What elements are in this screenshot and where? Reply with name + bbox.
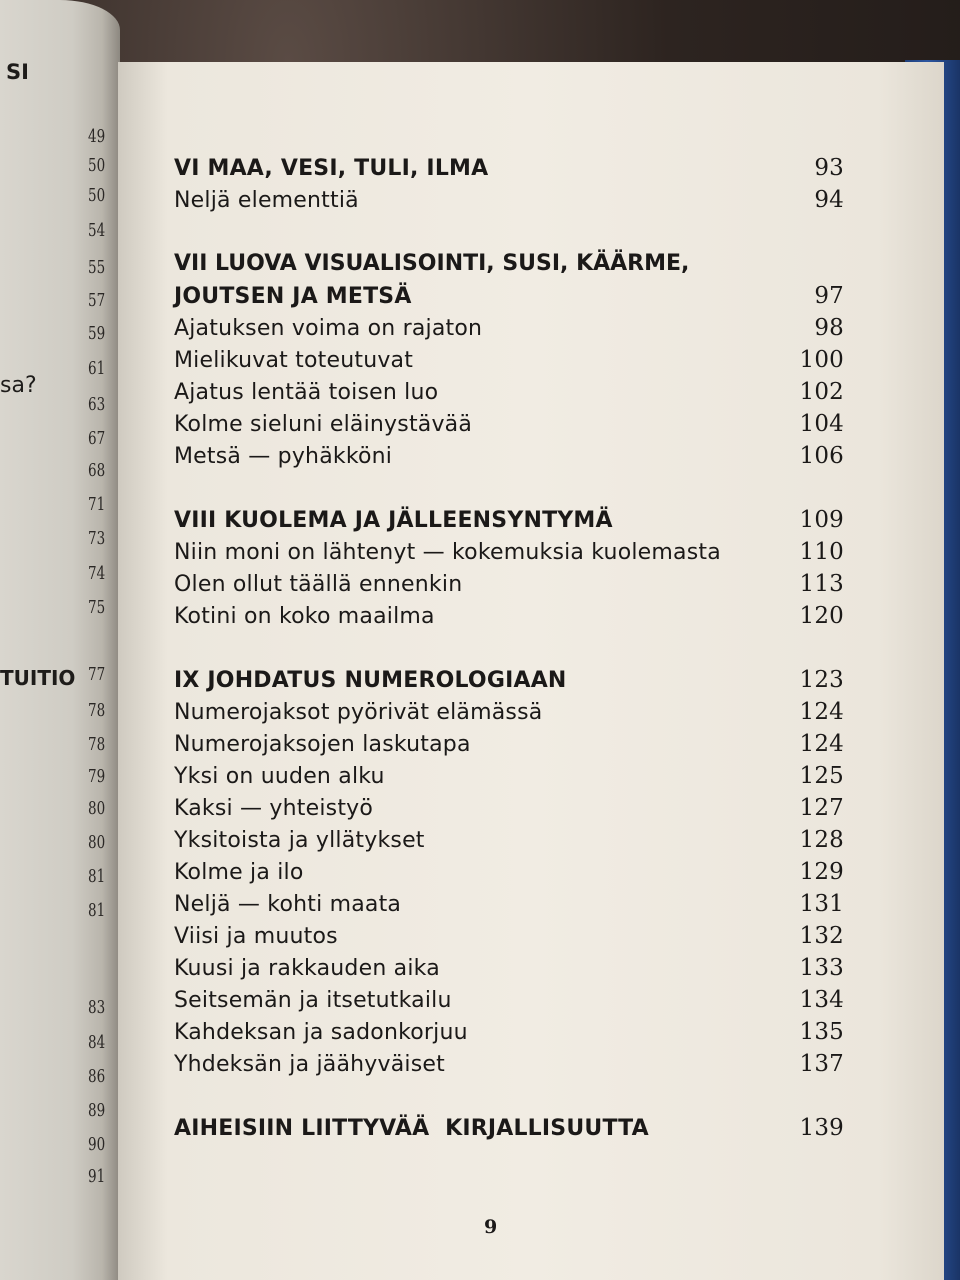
toc-page-number: 135 [799, 1019, 844, 1045]
left-page-fragment-sa: sa? [0, 373, 37, 398]
toc-page-number: 132 [799, 923, 844, 949]
toc-page-number: 120 [799, 603, 844, 629]
toc-entry-title: Seitsemän ja itsetutkailu [174, 988, 452, 1013]
left-page-number: 63 [88, 394, 106, 415]
toc-page-number: 109 [799, 507, 844, 533]
toc-entry [174, 376, 844, 408]
section-gap [174, 1080, 844, 1112]
toc-page-number: 124 [799, 699, 844, 725]
table-of-contents [174, 152, 844, 1144]
toc-entry [174, 1016, 844, 1048]
toc-entry [174, 728, 844, 760]
toc-entry-title: Kotini on koko maailma [174, 604, 435, 629]
toc-entry-title: Mielikuvat toteutuvat [174, 348, 414, 373]
toc-entry [174, 312, 844, 344]
toc-entry [174, 696, 844, 728]
toc-page-number: 93 [814, 155, 844, 181]
toc-page-number: 127 [799, 795, 844, 821]
toc-entry [174, 920, 844, 952]
toc-entry-title: Kuusi ja rakkauden aika [174, 956, 440, 981]
toc-section-heading: IX JOHDATUS NUMEROLOGIAAN [174, 668, 567, 693]
toc-entry-title: Numerojaksojen laskutapa [174, 732, 471, 757]
left-page-number: 81 [88, 900, 106, 921]
toc-entry-title: Yksi on uuden alku [174, 764, 385, 789]
toc-entry [174, 184, 844, 216]
left-page-number: 80 [88, 832, 106, 853]
section-gap [174, 472, 844, 504]
toc-entry-title: Niin moni on lähtenyt — kokemuksia kuolemasta [174, 540, 721, 565]
left-page-number: 77 [88, 664, 106, 685]
left-page-number: 89 [88, 1100, 106, 1121]
toc-entry-title: Neljä elementtiä [174, 188, 359, 213]
toc-entry-title: Metsä — pyhäkköni [174, 444, 393, 469]
toc-entry [174, 888, 844, 920]
toc-entry [174, 600, 844, 632]
toc-entry [174, 760, 844, 792]
toc-section-heading: VI MAA, VESI, TULI, ILMA [174, 156, 489, 181]
toc-section-heading-row [174, 280, 844, 312]
toc-entry-title: Ajatuksen voima on rajaton [174, 316, 483, 341]
toc-page-number: 139 [799, 1115, 844, 1141]
left-page-number: 68 [88, 460, 106, 481]
left-page-number: 79 [88, 766, 106, 787]
left-page-number: 54 [88, 220, 106, 241]
toc-entry-title: Numerojaksot pyörivät elämässä [174, 700, 543, 725]
toc-page-number: 100 [799, 347, 844, 373]
left-page-number: 90 [88, 1134, 106, 1155]
left-page-fragment-tuitio: TUITIO [0, 666, 76, 690]
left-page-number: 91 [88, 1166, 106, 1187]
left-page-number: 84 [88, 1032, 106, 1053]
toc-entry-title: Ajatus lentää toisen luo [174, 380, 439, 405]
left-page-number: 75 [88, 597, 106, 618]
toc-page-number: 102 [799, 379, 844, 405]
toc-entry [174, 984, 844, 1016]
toc-entry-title: Yksitoista ja yllätykset [174, 828, 425, 853]
left-page-number: 55 [88, 257, 106, 278]
left-page-number: 78 [88, 700, 106, 721]
left-page-number: 78 [88, 734, 106, 755]
left-page-fragment-si: SI [6, 60, 29, 84]
toc-section-heading: VII LUOVA VISUALISOINTI, SUSI, KÄÄRME, [174, 251, 690, 276]
toc-entry-title: Olen ollut täällä ennenkin [174, 572, 463, 597]
left-page-number: 83 [88, 997, 106, 1018]
toc-page-number: 125 [799, 763, 844, 789]
toc-entry [174, 824, 844, 856]
toc-page-number: 106 [799, 443, 844, 469]
left-page-number: 81 [88, 866, 106, 887]
toc-entry [174, 792, 844, 824]
toc-page-number: 98 [814, 315, 844, 341]
left-page-number: 80 [88, 798, 106, 819]
toc-entry-title: Kolme ja ilo [174, 860, 304, 885]
toc-page-number: 104 [799, 411, 844, 437]
left-page-number: 86 [88, 1066, 106, 1087]
section-gap [174, 632, 844, 664]
toc-page-number: 113 [799, 571, 844, 597]
toc-page-number: 97 [814, 283, 844, 309]
toc-page-number: 123 [799, 667, 844, 693]
toc-entry-title: Kahdeksan ja sadonkorjuu [174, 1020, 468, 1045]
left-page-number: 73 [88, 528, 106, 549]
toc-page-number: 137 [799, 1051, 844, 1077]
toc-entry-title: Yhdeksän ja jäähyväiset [174, 1052, 445, 1077]
toc-page-number: 133 [799, 955, 844, 981]
left-page-number: 50 [88, 185, 106, 206]
toc-entry [174, 952, 844, 984]
toc-section-heading: JOUTSEN JA METSÄ [174, 284, 412, 309]
left-page-number: 67 [88, 428, 106, 449]
toc-entry [174, 1048, 844, 1080]
toc-page-number: 131 [799, 891, 844, 917]
toc-entry-title: Neljä — kohti maata [174, 892, 402, 917]
toc-entry [174, 856, 844, 888]
toc-entry [174, 440, 844, 472]
toc-entry [174, 536, 844, 568]
toc-entry [174, 408, 844, 440]
toc-page-number: 129 [799, 859, 844, 885]
toc-entry-title: Kolme sieluni eläinystävää [174, 412, 473, 437]
toc-page-number: 110 [799, 539, 844, 565]
left-page-number: 57 [88, 290, 106, 311]
left-page-number: 61 [88, 358, 106, 379]
toc-section-heading-row [174, 664, 844, 696]
section-gap [174, 216, 844, 248]
toc-section-heading-row [174, 504, 844, 536]
toc-section-heading-row [174, 1112, 844, 1144]
left-page-number: 49 [88, 126, 106, 147]
toc-section-heading: VIII KUOLEMA JA JÄLLEENSYNTYMÄ [174, 508, 613, 533]
left-page-number: 59 [88, 323, 106, 344]
toc-section-heading-row [174, 152, 844, 184]
toc-section-heading: AIHEISIIN LIITTYVÄÄ KIRJALLISUUTTA [174, 1116, 649, 1141]
page-number: 9 [484, 1216, 498, 1238]
toc-page-number: 128 [799, 827, 844, 853]
toc-entry [174, 344, 844, 376]
toc-page-number: 134 [799, 987, 844, 1013]
left-page-number: 50 [88, 155, 106, 176]
left-page-number: 74 [88, 563, 106, 584]
toc-entry-title: Viisi ja muutos [174, 924, 338, 949]
toc-page-number: 94 [814, 187, 844, 213]
toc-page-number: 124 [799, 731, 844, 757]
toc-entry [174, 568, 844, 600]
toc-entry-title: Kaksi — yhteistyö [174, 796, 374, 821]
left-page-number: 71 [88, 494, 106, 515]
left-page [0, 0, 120, 1280]
